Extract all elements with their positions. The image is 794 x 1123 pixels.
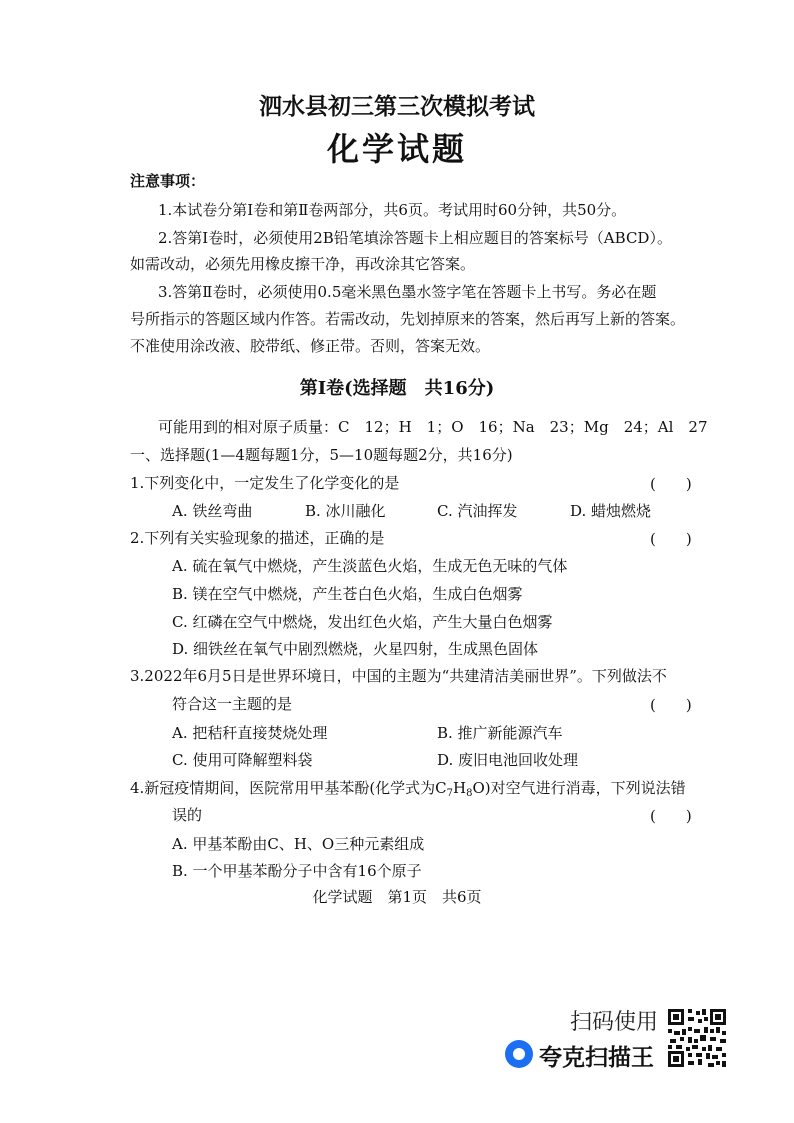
q4-option-a: A. 甲基苯酚由C、H、O三种元素组成 xyxy=(172,835,425,853)
page-footer: 化学试题 第1页 共6页 xyxy=(312,888,482,906)
q4-answer-paren: ( ) xyxy=(650,807,692,825)
notice-item-1: 1.本试卷分第Ⅰ卷和第Ⅱ卷两部分，共6页。考试用时60分钟，共50分。 xyxy=(158,201,627,219)
q4-stem-post: O)对空气进行消毒，下列说法错 xyxy=(472,779,686,797)
q4-formula-sub-h: 8 xyxy=(466,788,473,799)
notice-item-2-line-2: 如需改动，必须先用橡皮擦干净，再改涂其它答案。 xyxy=(130,255,476,273)
q2-stem: 2.下列有关实验现象的描述，正确的是 xyxy=(130,529,385,547)
q4-formula-h: H xyxy=(453,779,467,797)
quark-logo-icon xyxy=(505,1040,533,1068)
q2-option-c: C. 红磷在空气中燃烧，发出红色火焰，产生大量白色烟雾 xyxy=(172,613,553,631)
exam-title: 泗水县初三第三次模拟考试 xyxy=(259,93,535,120)
q3-option-d: D. 废旧电池回收处理 xyxy=(437,751,579,769)
q3-stem-line-2: 符合这一主题的是 xyxy=(172,695,293,713)
q2-option-b: B. 镁在空气中燃烧，产生苍白色火焰，生成白色烟雾 xyxy=(172,585,523,603)
brand-name: 夸克扫描王 xyxy=(539,1045,654,1071)
q1-option-a: A. 铁丝弯曲 xyxy=(172,502,253,520)
section-title: 一、选择题(1—4题每题1分，5—10题每题2分，共16分) xyxy=(130,446,513,464)
q2-answer-paren: ( ) xyxy=(650,530,692,548)
q3-stem-line-1: 3.2022年6月5日是世界环境日，中国的主题为“共建清洁美丽世界”。下列做法不 xyxy=(130,667,667,685)
q3-option-b: B. 推广新能源汽车 xyxy=(437,724,563,742)
q1-option-c: C. 汽油挥发 xyxy=(437,502,518,520)
notice-item-3-line-2: 号所指示的答题区域内作答。若需改动，先划掉原来的答案，然后再写上新的答案。 xyxy=(130,310,686,328)
notice-title: 注意事项： xyxy=(130,172,206,190)
q4-option-b: B. 一个甲基苯酚分子中含有16个原子 xyxy=(172,862,422,880)
q2-option-d: D. 细铁丝在氧气中剧烈燃烧，火星四射，生成黑色固体 xyxy=(172,640,539,658)
q4-stem-line-1 xyxy=(130,778,686,804)
q3-answer-paren: ( ) xyxy=(650,696,692,714)
notice-item-3-line-1: 3.答第Ⅱ卷时，必须使用0.5毫米黑色墨水签字笔在答题卡上书写。务必在题 xyxy=(158,283,657,301)
q1-answer-paren: ( ) xyxy=(650,475,692,493)
q4-formula-sub-c: 7 xyxy=(446,788,454,799)
q1-stem: 1.下列变化中，一定发生了化学变化的是 xyxy=(130,474,400,492)
qr-code-icon xyxy=(666,1007,728,1069)
q1-option-b: B. 冰川融化 xyxy=(305,502,386,520)
q1-option-d: D. 蜡烛燃烧 xyxy=(570,502,652,520)
subject-title: 化学试题 xyxy=(326,130,467,168)
q2-option-a: A. 硫在氧气中燃烧，产生淡蓝色火焰，生成无色无味的气体 xyxy=(172,557,568,575)
atomic-mass-line: 可能用到的相对原子质量：C 12；H 1；O 16；Na 23；Mg 24；Al 27 xyxy=(158,418,708,436)
scan-label: 扫码使用 xyxy=(570,1010,659,1035)
q3-option-c: C. 使用可降解塑料袋 xyxy=(172,751,313,769)
q4-stem-line-2: 误的 xyxy=(172,806,203,824)
part1-title: 第Ⅰ卷(选择题 共16分) xyxy=(299,378,495,399)
q4-stem-pre: 4.新冠疫情期间，医院常用甲基苯酚(化学式为C xyxy=(130,779,447,797)
notice-item-3-line-3: 不准使用涂改液、胶带纸、修正带。否则，答案无效。 xyxy=(130,337,491,355)
notice-item-2-line-1: 2.答第Ⅰ卷时，必须使用2B铅笔填涂答题卡上相应题目的答案标号（ABCD）。 xyxy=(158,229,672,247)
q3-option-a: A. 把秸秆直接焚烧处理 xyxy=(172,724,328,742)
